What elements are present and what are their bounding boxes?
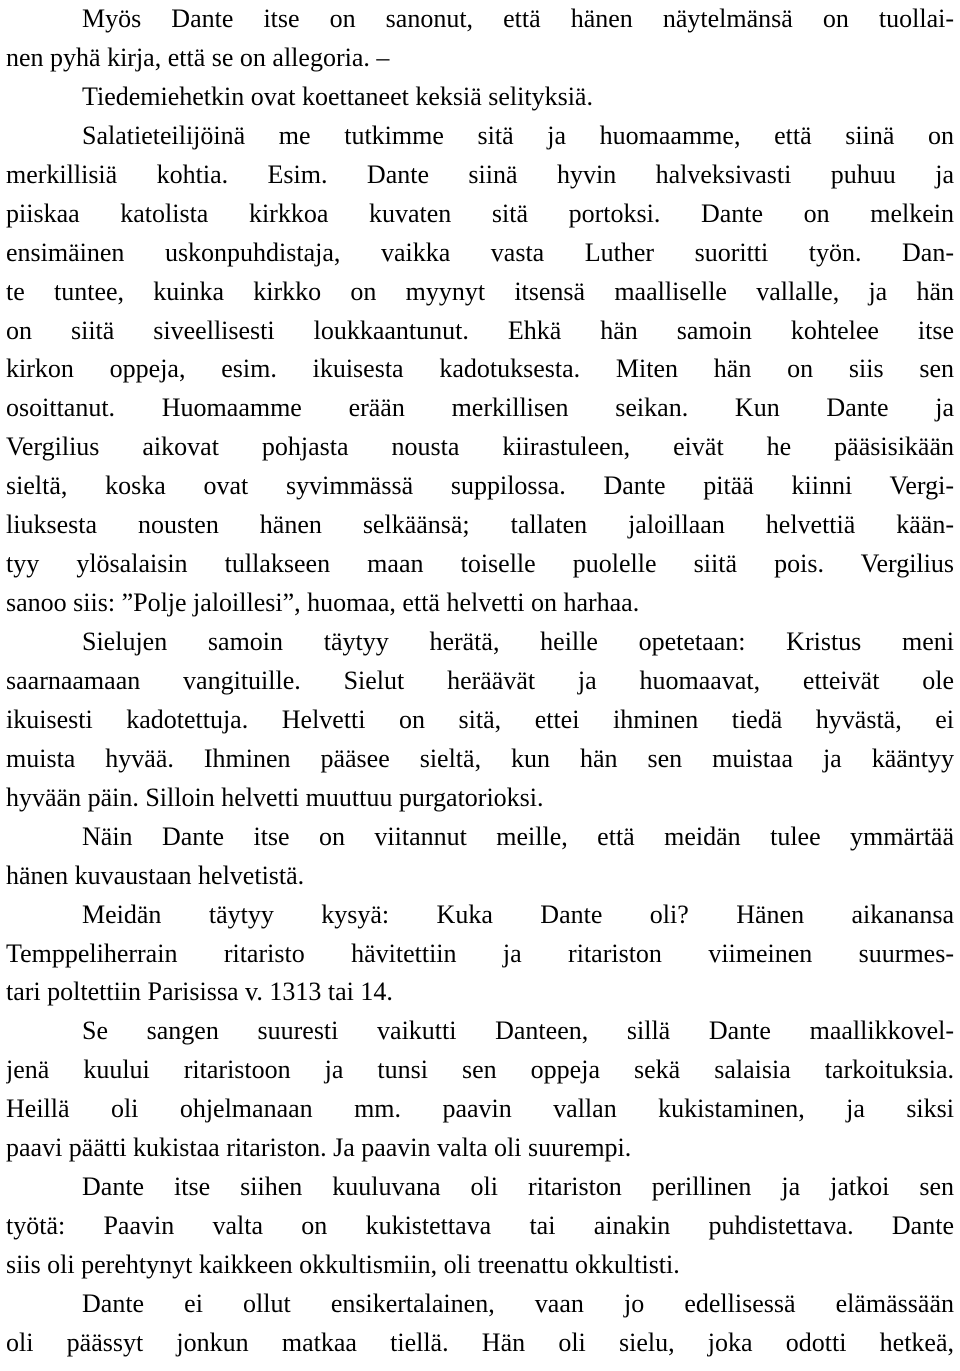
text-line: saarnaamaan vangituille. Sielut heräävät ja huomaavat, etteivät ole bbox=[6, 665, 954, 695]
text-line: liuksesta nousten hänen selkäänsä; tallaten jaloillaan helvettiä kään- bbox=[6, 510, 954, 540]
text-line: merkillisiä kohtia. Esim. Dante siinä hyvin halveksivasti puhuu ja bbox=[6, 159, 954, 189]
text-line: Tiedemiehetkin ovat koettaneet keksiä selityksiä. bbox=[82, 81, 593, 111]
text-line: sanoo siis: ”Polje jaloillesi”, huomaa, että helvetti on harhaa. bbox=[6, 588, 640, 618]
text-line: tari poltettiin Parisissa v. 1313 tai 14. bbox=[6, 977, 393, 1007]
text-line: Heillä oli ohjelmanaan mm. paavin vallan kukistaminen, ja siksi bbox=[6, 1094, 954, 1124]
text-line: paavi päätti kukistaa ritariston. Ja paavin valta oli suurempi. bbox=[6, 1133, 632, 1163]
text-line: kirkon oppeja, esim. ikuisesta kadotuksesta. Miten hän on siis sen bbox=[6, 354, 954, 384]
text-line: on siitä siveellisesti loukkaantunut. Ehkä hän samoin kohtelee itse bbox=[6, 315, 954, 345]
text-line: ikuisesti kadotettuja. Helvetti on sitä, ettei ihminen tiedä hyvästä, ei bbox=[6, 704, 954, 734]
text-line: Salatieteilijöinä me tutkimme sitä ja huomaamme, että siinä on bbox=[82, 120, 954, 150]
text-line: Dante itse siihen kuuluvana oli ritariston perillinen ja jatkoi sen bbox=[82, 1172, 954, 1202]
text-line: oli päässyt jonkun matkaa tiellä. Hän oli sielu, joka odotti hetkeä, bbox=[6, 1327, 954, 1357]
text-line: osoittanut. Huomaamme erään merkillisen seikan. Kun Dante ja bbox=[6, 393, 954, 423]
text-line: Vergilius aikovat pohjasta nousta kiirastuleen, eivät he pääsisikään bbox=[6, 432, 954, 462]
text-line: jenä kuului ritaristoon ja tunsi sen oppeja sekä salaisia tarkoituksia. bbox=[6, 1055, 954, 1085]
text-line: Temppeliherrain ritaristo hävitettiin ja ritariston viimeinen suurmes- bbox=[6, 938, 954, 968]
text-line: hänen kuvaustaan helvetistä. bbox=[6, 860, 305, 890]
text-line: Se sangen suuresti vaikutti Danteen, sillä Dante maallikkovel- bbox=[82, 1016, 954, 1046]
text-line: te tuntee, kuinka kirkko on myynyt itsensä maalliselle vallalle, ja hän bbox=[6, 276, 954, 306]
text-line: Myös Dante itse on sanonut, että hänen näytelmänsä on tuollai- bbox=[82, 4, 954, 33]
text-line: piiskaa katolista kirkkoa kuvaten sitä portoksi. Dante on melkein bbox=[6, 198, 954, 228]
text-line: Näin Dante itse on viitannut meille, että meidän tulee ymmärtää bbox=[82, 821, 954, 851]
text-line: työtä: Paavin valta on kukistettava tai ainakin puhdistettava. Dante bbox=[6, 1211, 954, 1241]
text-line: sieltä, koska ovat syvimmässä suppilossa. Dante pitää kiinni Vergi- bbox=[6, 471, 954, 501]
text-line: tyy ylösalaisin tullakseen maan toiselle puolelle siitä pois. Vergilius bbox=[6, 549, 954, 579]
text-line: hyvään päin. Silloin helvetti muuttuu purgatorioksi. bbox=[6, 782, 544, 812]
text-line: Meidän täytyy kysyä: Kuka Dante oli? Hänen aikanansa bbox=[82, 899, 954, 929]
text-line: Sielujen samoin täytyy herätä, heille opetetaan: Kristus meni bbox=[82, 627, 954, 656]
document-page bbox=[6, 0, 954, 1363]
text-line: ensimäinen uskonpuhdistaja, vaikka vasta Luther suoritti työn. Dan- bbox=[6, 237, 954, 267]
text-line: muista hyvää. Ihminen pääsee sieltä, kun hän sen muistaa ja kääntyy bbox=[6, 743, 954, 773]
text-line: siis oli perehtynyt kaikkeen okkultismiin, oli treenattu okkultisti. bbox=[6, 1250, 680, 1279]
text-line: nen pyhä kirja, että se on allegoria. – bbox=[6, 42, 390, 72]
text-line: Dante ei ollut ensikertalainen, vaan jo edellisessä elämässään bbox=[82, 1288, 954, 1318]
